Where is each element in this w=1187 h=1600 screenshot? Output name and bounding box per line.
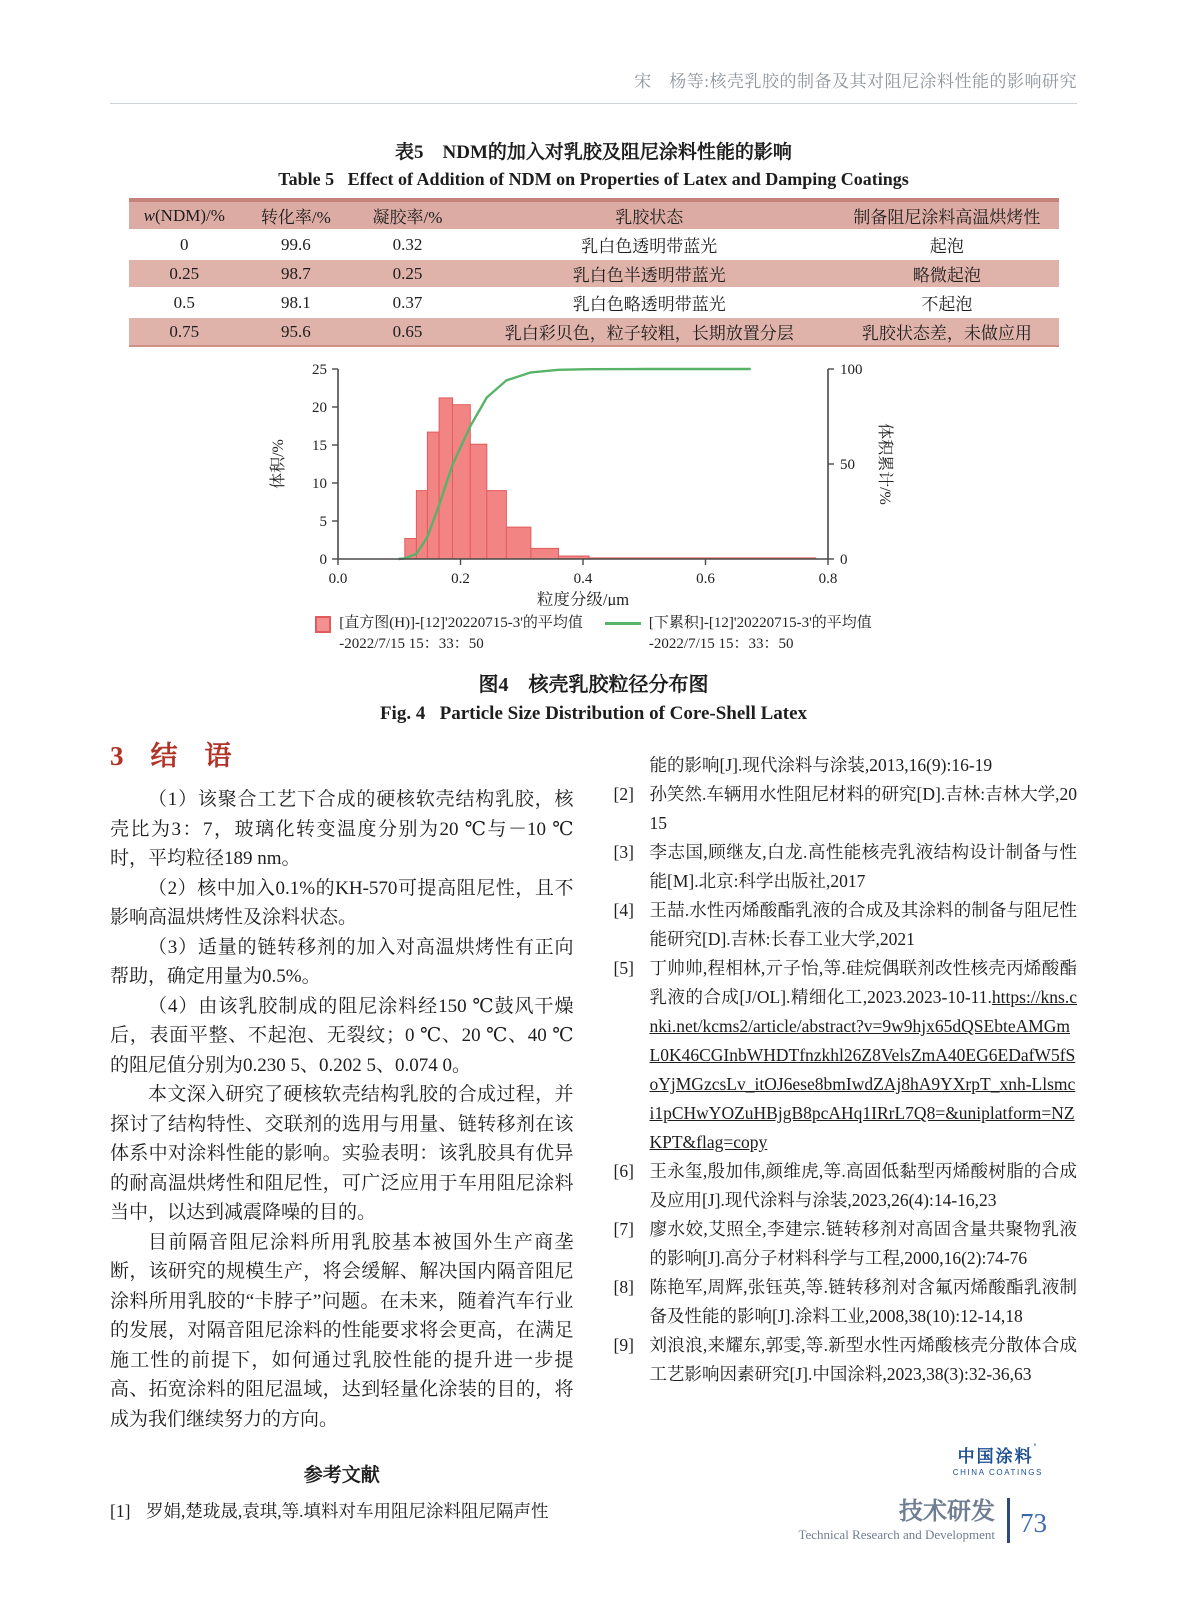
table-col-header: 制备阻尼涂料高温烘烤性 [835, 200, 1058, 230]
footer-divider [1007, 1498, 1010, 1543]
legend-item-cumulative [605, 613, 872, 655]
legend-histogram-line2: -2022/7/15 15：33：50 [339, 636, 484, 652]
reference-item [614, 896, 1078, 954]
reference-item [614, 1157, 1078, 1215]
table-row: 0.5 98.1 0.37 乳白色略透明带蓝光 不起泡 [129, 288, 1059, 317]
reference-link[interactable]: https://kns.cnki.net/kcms2/article/abstract?v=9w9hjx65dQSEbteAMGmL0K46CGInbWHDTfnzkhl26Z8VelsZmA40EG6EDafW5fSoYjMGzcsLv_itOJ6ese8bmIwdZAj8hA9YXrpT_xnh-Llsmci1pCHwYOZuHBjgB8pcAHq1IRrL7Q8=&uniplatform=NZKPT&flag=copy [649, 987, 1077, 1152]
reference-item [614, 954, 1078, 1157]
two-column-section [110, 737, 1077, 1526]
svg-text:0: 0 [840, 552, 848, 568]
body-paragraph: （2）核中加入0.1%的KH-570可提高阻尼性，且不影响高温烘烤性及涂料状态。 [110, 877, 574, 928]
right-axis-label: 体积累计/% [876, 423, 893, 505]
footer-section-en: Technical Research and Development [798, 1527, 995, 1542]
reference-text: 陈艳军,周辉,张钰英,等.链转移剂对含氟丙烯酸酯乳液制备及性能的影响[J].涂料工业,2008,38(10):12-14,18 [649, 1277, 1077, 1326]
cumulative-swatch-icon [605, 622, 641, 625]
histogram-bar [506, 527, 531, 559]
table5-block [110, 137, 1077, 347]
histogram-bar [470, 444, 487, 559]
svg-text:0.0: 0.0 [328, 571, 348, 587]
table-col-header: 转化率/% [240, 200, 352, 230]
reference-text: 王喆.水性丙烯酸酯乳液的合成及其涂料的制备与阻尼性能研究[D].吉林:长春工业大学,2021 [649, 900, 1077, 949]
table-col-header: 凝胶率/% [352, 200, 464, 230]
reference-label: [8] [613, 1277, 634, 1297]
table-col-header: w(NDM)/% [129, 200, 241, 230]
reference-label: [2] [613, 784, 634, 804]
svg-text:5: 5 [319, 514, 327, 530]
svg-text:25: 25 [312, 362, 327, 378]
reference-label: [4] [613, 900, 634, 920]
svg-text:100: 100 [840, 362, 863, 378]
reference-label: [5] [613, 958, 634, 978]
reference-text: 孙笑然.车辆用水性阻尼材料的研究[D].吉林:吉林大学,2015 [649, 784, 1077, 833]
table-col-header: 乳胶状态 [463, 200, 835, 230]
reference-text: 丁帅帅,程相林,亓子怡,等.硅烷偶联剂改性核壳丙烯酸酯乳液的合成[J/OL].精细化工,2023.2023-10-11.https://kns.cnki.net/kcms2/article/abstract?v=9w9hjx65dQSEbteAMGmL0K46CGInbWHDTfnzkhl26Z8VelsZmA40EG6EDafW5fSoYjMGzcsLv_itOJ6ese8bmIwdZAj8hA9YXrpT_xnh-Llsmci1pCHwYOZuHBjgB8pcAHq1IRrL7Q8=&uniplatform=NZKPT&flag=copy [649, 958, 1077, 1152]
histogram-bar [427, 432, 439, 559]
svg-text:0.2: 0.2 [451, 571, 470, 587]
svg-text:0.6: 0.6 [696, 571, 715, 587]
references-right [614, 751, 1078, 1389]
histogram-bar [453, 405, 471, 559]
svg-text:20: 20 [312, 400, 327, 416]
reference-item [614, 780, 1078, 838]
footer-section-line [798, 1498, 1047, 1543]
svg-text:0.4: 0.4 [573, 571, 593, 587]
china-coatings-logo [953, 1442, 1043, 1477]
histogram-swatch-icon [315, 616, 331, 633]
body-paragraph: 目前隔音阻尼涂料所用乳胶基本被国外生产商垄断，该研究的规模生产，将会缓解、解决国内隔音阻尼涂料所用乳胶的“卡脖子”问题。在未来，随着汽车行业的发展，对隔音阻尼涂料的性能要求将会更高，在满足施工性的前提下，如何通过乳胶性能的提升进一步提高、拓宽涂料的阻尼温域，达到轻量化涂装的目的，将成为我们继续努力的方向。 [110, 1231, 574, 1430]
legend-cumulative-line2: -2022/7/15 15：33：50 [648, 636, 794, 652]
reference-text: 李志国,顾继友,白龙.高性能核壳乳液结构设计制备与性能[M].北京:科学出版社,2017 [649, 842, 1077, 891]
svg-text:15: 15 [312, 438, 327, 454]
chart-wrap [253, 361, 1077, 611]
conclusion-paragraphs [110, 785, 574, 1434]
histogram-bar [416, 491, 427, 559]
reference-label: [6] [613, 1161, 634, 1181]
svg-text:0.8: 0.8 [818, 571, 838, 587]
figure-caption-cn: 图4 核壳乳胶粒径分布图 [478, 674, 709, 696]
svg-text:10: 10 [312, 476, 327, 492]
reference-label: [9] [613, 1335, 634, 1355]
histogram-bar [531, 548, 559, 559]
legend-item-histogram [315, 613, 583, 655]
figure4-block [110, 361, 1077, 725]
reference-text: 廖水姣,艾照全,李建宗.链转移剂对高固含量共聚物乳液的影响[J].高分子材料科学与工程,2000,16(2):74-76 [649, 1219, 1077, 1268]
table-title-en: Table 5 Effect of Addition of NDM on Properties of Latex and Damping Coatings [278, 169, 909, 189]
reference-text: 罗娟,楚珑晟,袁琪,等.填料对车用阻尼涂料阻尼隔声性 [146, 1501, 549, 1521]
body-paragraph: （3）适量的链转移剂的加入对高温烘烤性有正向帮助，确定用量为0.5%。 [110, 936, 574, 987]
perf-table-head-row [129, 200, 1059, 230]
left-column [110, 737, 574, 1526]
left-axis-label: 体积/% [270, 439, 287, 489]
perf-table-body [129, 230, 1059, 346]
svg-text:50: 50 [840, 457, 855, 473]
body-paragraph: 本文深入研究了硬核软壳结构乳胶的合成过程，并探讨了结构特性、交联剂的选用与用量、链转移剂在该体系中对涂料性能的影响。实验表明：该乳胶具有优异的耐高温烘烤性和阻尼性，可广泛应用于车用阻尼涂料当中，以达到减震降噪的目的。 [110, 1084, 574, 1223]
logo-mark: ’ [1033, 1442, 1039, 1452]
table-row: 0 99.6 0.32 乳白色透明带蓝光 起泡 [129, 230, 1059, 259]
reference-text: 能的影响[J].现代涂料与涂装,2013,16(9):16-19 [649, 755, 993, 775]
page-number: 73 [1020, 1508, 1047, 1538]
right-column [614, 737, 1078, 1526]
svg-text:0: 0 [319, 552, 327, 568]
chart-legend [110, 613, 1077, 655]
reference-item [614, 838, 1078, 896]
legend-cumulative-line1: [下累积]-[12]'20220715-3'的平均值 [648, 615, 872, 631]
reference-label: [1] [110, 1501, 131, 1521]
ndm-performance-table [129, 198, 1059, 347]
reference-label: [7] [613, 1219, 634, 1239]
references-left [110, 1497, 574, 1526]
figure-caption-en: Fig. 4 Particle Size Distribution of Core-Shell Latex [379, 703, 808, 724]
body-paragraph: （4）由该乳胶制成的阻尼涂料经150 ℃鼓风干燥后，表面平整、不起泡、无裂纹；0 ℃、20 ℃、40 ℃的阻尼值分别为0.230 5、0.202 5、0.074 0。 [110, 995, 574, 1076]
logo-text-cn: 中国涂料 [957, 1447, 1034, 1466]
reference-item [110, 1497, 574, 1526]
reference-item [614, 1215, 1078, 1273]
reference-text: 刘浪浪,来耀东,郭雯,等.新型水性丙烯酸核壳分散体合成工艺影响因素研究[J].中国涂料,2023,38(3):32-36,63 [649, 1335, 1077, 1384]
page-footer [798, 1442, 1047, 1543]
reference-text: 王永玺,殷加伟,颜维虎,等.高固低黏型丙烯酸树脂的合成及应用[J].现代涂料与涂装,2023,26(4):14-16,23 [649, 1161, 1077, 1210]
legend-histogram-line1: [直方图(H)]-[12]'20220715-3'的平均值 [339, 615, 583, 631]
reference-item [614, 1331, 1078, 1389]
running-head: 宋 杨等:核壳乳胶的制备及其对阻尼涂料性能的影响研究 [634, 72, 1077, 91]
histogram-bar [487, 491, 507, 559]
table-row: 0.25 98.7 0.25 乳白色半透明带蓝光 略微起泡 [129, 259, 1059, 288]
logo-text-en: CHINA COATINGS [952, 1468, 1043, 1477]
conclusion-heading: 3 结 语 [110, 741, 232, 771]
histogram-bar [439, 398, 453, 559]
table-title-cn: 表5 NDM的加入对乳胶及阻尼涂料性能的影响 [395, 142, 792, 163]
body-paragraph: （1）该聚合工艺下合成的硬核软壳结构乳胶，核壳比为3：7，玻璃化转变温度分别为20 ℃与－10 ℃时，平均粒径189 nm。 [110, 789, 574, 869]
reference-item [614, 751, 1078, 780]
particle-size-chart [253, 361, 953, 606]
table-row: 0.75 95.6 0.65 乳白彩贝色，粒子较粗，长期放置分层 乳胶状态差，未做应用 [129, 317, 1059, 346]
header-rule [110, 103, 1077, 104]
reference-label: [3] [613, 842, 634, 862]
footer-section-cn: 技术研发 [899, 1498, 995, 1525]
references-heading: 参考文献 [303, 1465, 380, 1486]
reference-item [614, 1273, 1078, 1331]
x-axis-label: 粒度分级/μm [536, 590, 630, 606]
